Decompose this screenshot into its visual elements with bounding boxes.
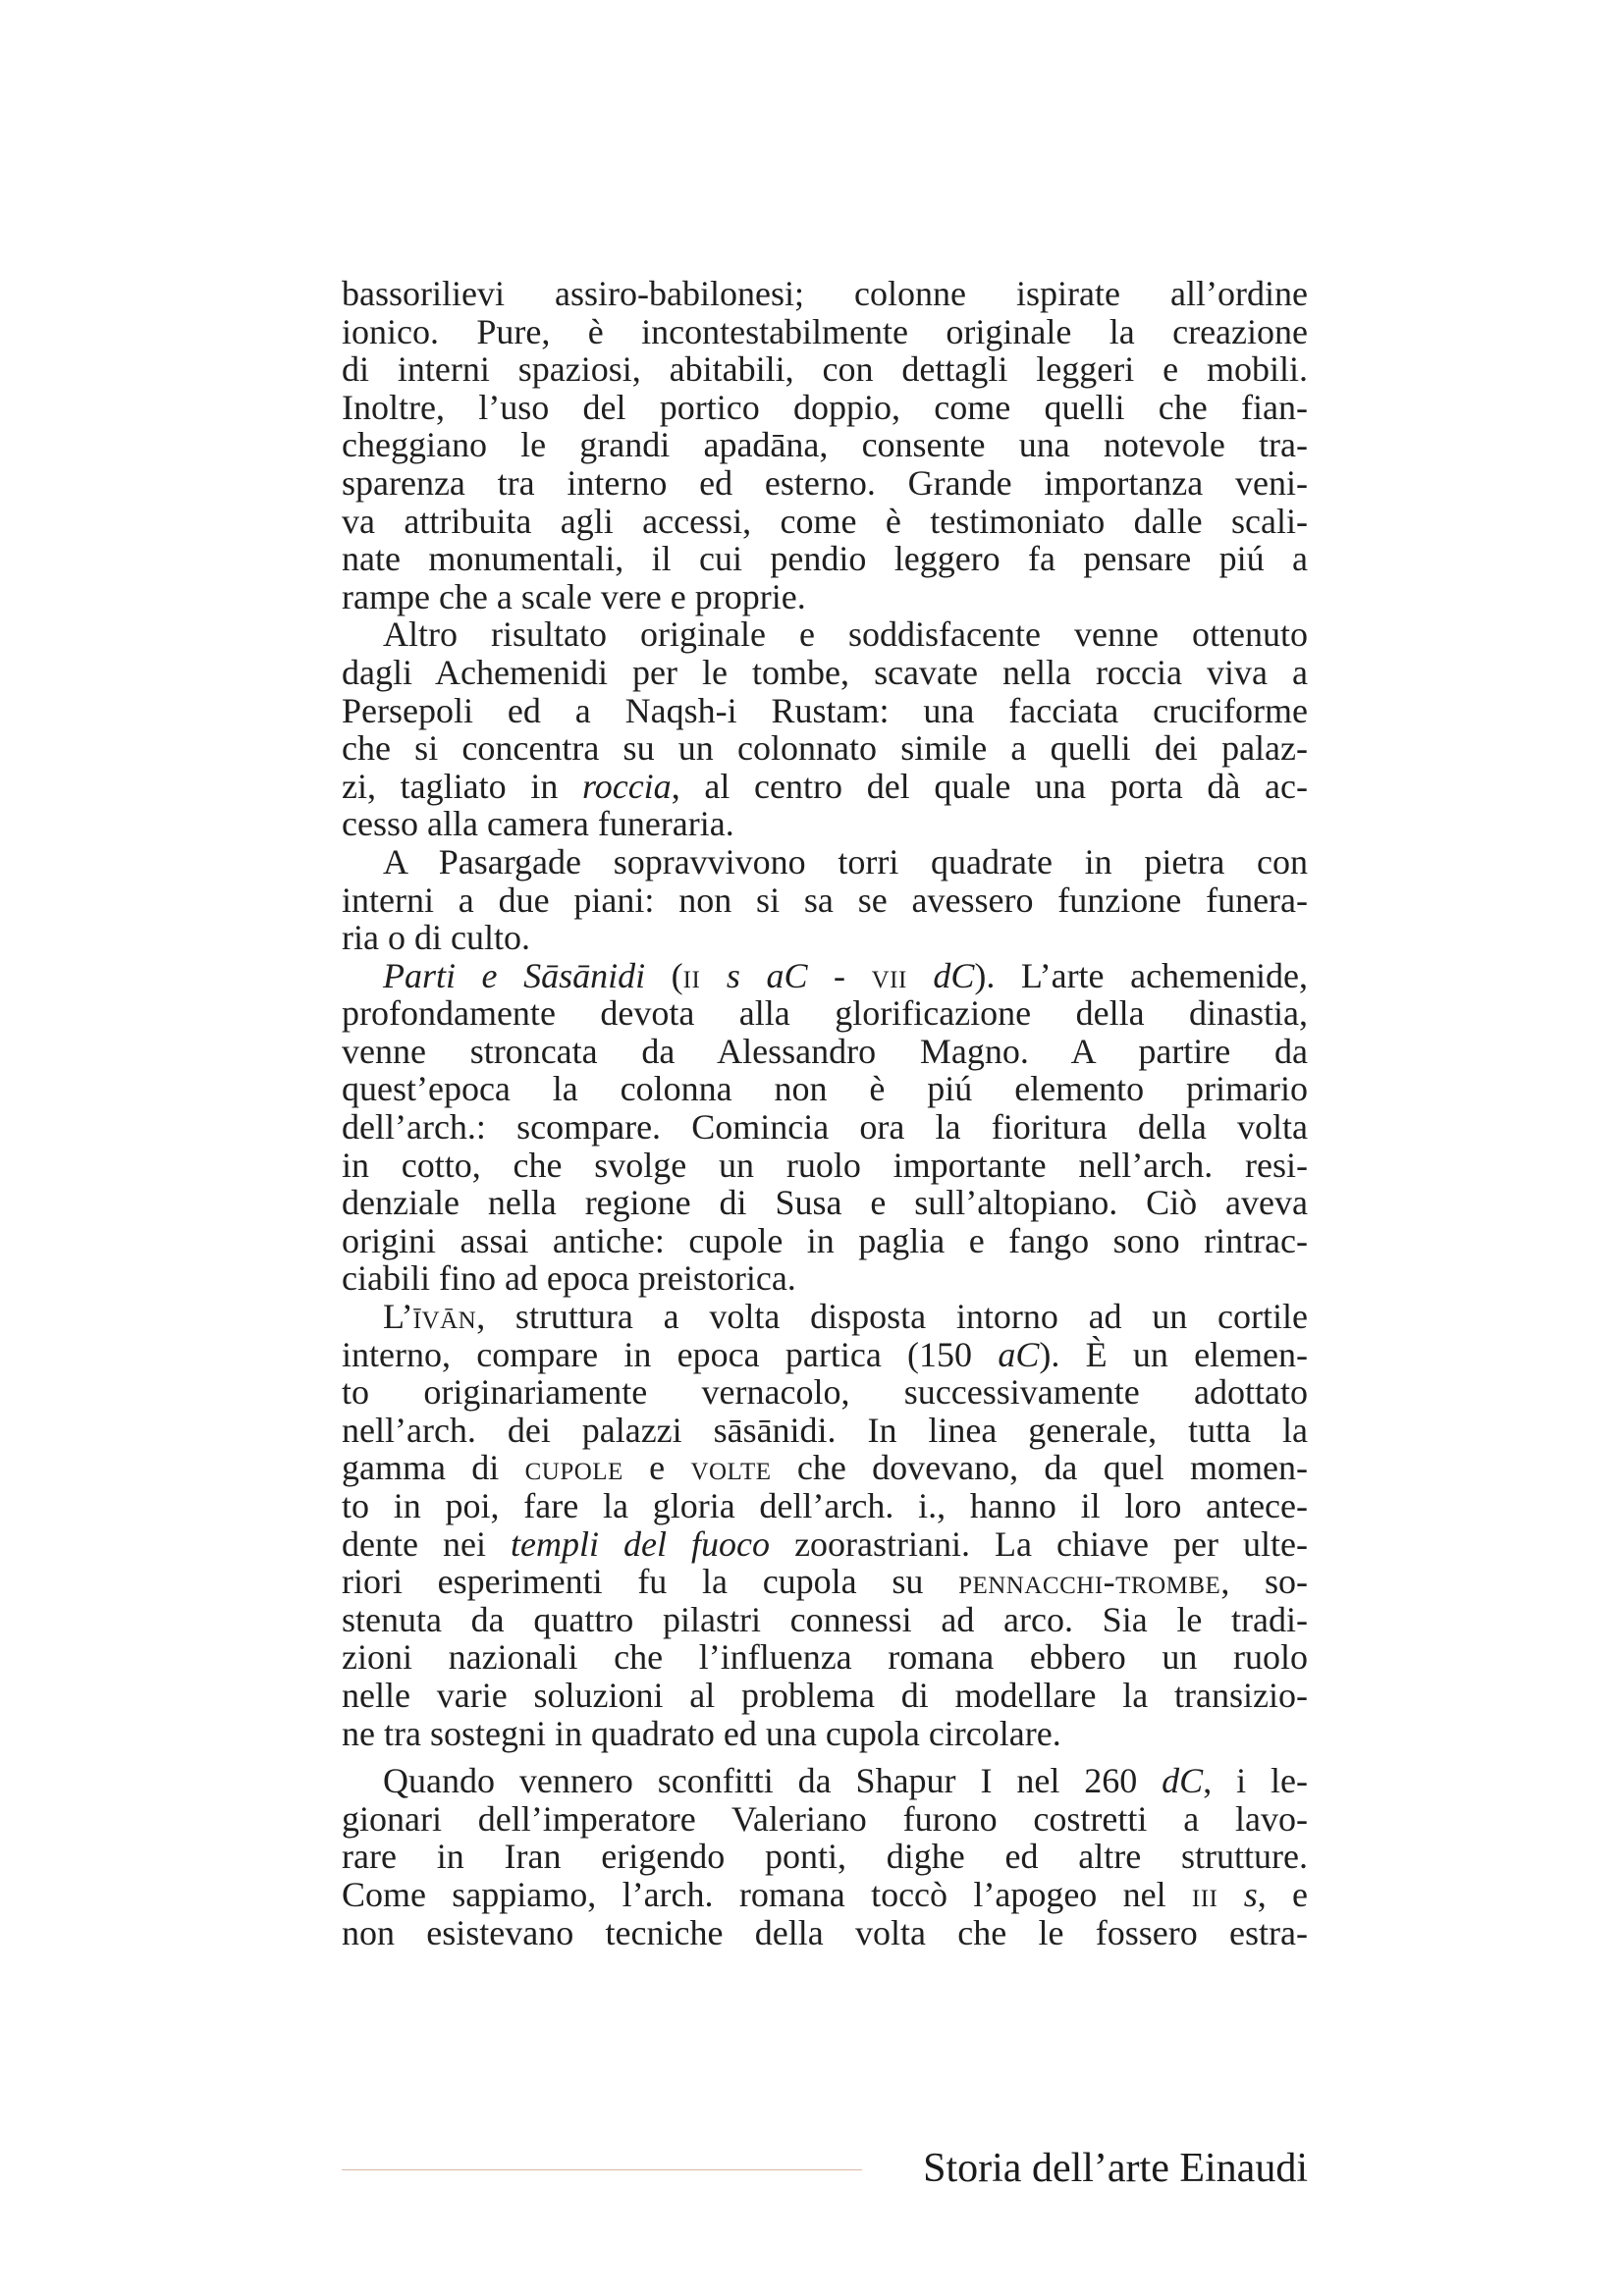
- paragraph: [342, 275, 1308, 615]
- text-line: [342, 1336, 1308, 1374]
- text-line: origini assai antiche: cupole in paglia e fango sono rintrac-: [342, 1220, 1308, 1260]
- text-run: zoorastriani. La chiave per ulte-: [770, 1523, 1308, 1564]
- era-mark: dC: [933, 955, 975, 995]
- cross-reference: īvān: [412, 1297, 477, 1337]
- text-line: va attribuita agli accessi, come è testimoniato dalle scali-: [342, 501, 1308, 541]
- text-run: che dovevano, da quel momen-: [771, 1448, 1308, 1488]
- text-line: non esistevano tecniche della volta che le fossero estra-: [342, 1912, 1308, 1952]
- text-line: di interni spaziosi, abitabili, con dettagli leggeri e mobili.: [342, 349, 1308, 390]
- era-mark: aC: [998, 1334, 1040, 1374]
- century-numeral: iii: [1191, 1874, 1218, 1914]
- page-body: [342, 275, 1308, 1951]
- paragraph: [342, 1298, 1308, 1752]
- text-line: ionico. Pure, è incontestabilmente originale la creazione: [342, 311, 1308, 351]
- text-line: ria o di culto.: [342, 918, 530, 958]
- text-line: [342, 1525, 1308, 1564]
- text-run: zi, tagliato in: [342, 766, 583, 806]
- text-run: , so-: [1220, 1562, 1309, 1602]
- cross-reference: volte: [690, 1448, 772, 1488]
- text-line: Inoltre, l’uso del portico doppio, come quelli che fian-: [342, 387, 1308, 427]
- text-line: bassorilievi assiro-babilonesi; colonne ispirate all’ordine: [342, 274, 1308, 313]
- text-line: gionari dell’imperatore Valeriano furono costretti a lavo-: [342, 1798, 1308, 1839]
- text-line: denziale nella regione di Susa e sull’altopiano. Ciò aveva: [342, 1183, 1308, 1223]
- text-line: cheggiano le grandi apadāna, consente una notevole tra-: [342, 425, 1308, 465]
- text-line: nelle varie soluzioni al problema di modellare la transizio-: [342, 1675, 1308, 1715]
- text-line: venne stroncata da Alessandro Magno. A partire da: [342, 1031, 1308, 1071]
- text-line: A Pasargade sopravvivono torri quadrate in pietra con: [383, 841, 1308, 881]
- paragraph: [342, 843, 1308, 957]
- text-line: dagli Achemenidi per le tombe, scavate nella roccia viva a: [342, 652, 1308, 692]
- text-line: ciabili fino ad epoca preistorica.: [342, 1258, 796, 1299]
- text-run: Come sappiamo, l’arch. romana toccò l’apogeo nel: [342, 1874, 1192, 1914]
- text-line: to in poi, fare la gloria dell’arch. i., hanno il loro antece-: [342, 1486, 1308, 1525]
- text-line: [342, 1449, 1308, 1487]
- text-line: cesso alla camera funeraria.: [342, 804, 734, 844]
- century-mark: s: [1243, 1874, 1258, 1914]
- text-run: Quando vennero sconfitti da Shapur I nel 260: [383, 1761, 1163, 1801]
- text-run: [1217, 1875, 1243, 1914]
- text-line: [342, 768, 1308, 806]
- text-line: dell’arch.: scompare. Comincia ora la fioritura della volta: [342, 1107, 1308, 1148]
- text-line: zioni nazionali che l’influenza romana ebbero un ruolo: [342, 1637, 1308, 1678]
- text-run: -: [807, 955, 872, 995]
- century-numeral: vii: [871, 955, 907, 995]
- paragraph: [342, 615, 1308, 843]
- text-line: rampe che a scale vere e proprie.: [342, 576, 806, 616]
- text-run: , struttura a volta disposta intorno ad un cortile: [476, 1297, 1308, 1337]
- cross-reference: cupole: [524, 1448, 623, 1488]
- text-run: (: [645, 955, 683, 995]
- text-line: che si concentra su un colonnato simile a quelli dei palaz-: [342, 728, 1308, 769]
- text-line: to originariamente vernacolo, successivamente adottato: [342, 1372, 1308, 1413]
- text-run: interno, compare in epoca partica (150: [342, 1334, 999, 1374]
- cross-reference: pennacchi-trombe: [958, 1562, 1221, 1602]
- text-run: ). L’arte achemenide,: [974, 955, 1308, 995]
- century-numeral: ii: [682, 955, 701, 995]
- text-line: [342, 1762, 1308, 1800]
- text-line: [342, 1876, 1308, 1914]
- footer-rule: [342, 2169, 862, 2170]
- text-run: e: [622, 1448, 691, 1488]
- text-line: nell’arch. dei palazzi sāsānidi. In linea generale, tutta la: [342, 1410, 1308, 1450]
- text-run: riori esperimenti fu la cupola su: [342, 1562, 959, 1602]
- text-line: in cotto, che svolge un ruolo importante nell’arch. resi-: [342, 1145, 1308, 1185]
- text-run: dente nei: [342, 1523, 512, 1564]
- text-line: profondamente devota alla glorificazione della dinastia,: [342, 993, 1308, 1034]
- text-line: stenuta da quattro pilastri connessi ad arco. Sia le tradi-: [342, 1599, 1308, 1639]
- text-line: nate monumentali, il cui pendio leggero fa pensare piú a: [342, 539, 1308, 579]
- century-mark: s: [726, 955, 740, 995]
- text-line: [342, 1298, 1308, 1336]
- text-line: ne tra sostegni in quadrato ed una cupola circolare.: [342, 1713, 1061, 1753]
- era-mark: aC: [766, 955, 808, 995]
- italic-term: roccia: [582, 766, 672, 806]
- footer-title: Storia dell’arte Einaudi: [923, 2146, 1308, 2191]
- paragraph: [342, 1762, 1308, 1951]
- text-run: L’: [383, 1297, 413, 1337]
- text-line: Altro risultato originale e soddisfacente venne ottenuto: [383, 614, 1308, 655]
- text-run: , al centro del quale una porta dà ac-: [671, 766, 1308, 806]
- era-mark: dC: [1162, 1761, 1204, 1801]
- section-heading-line: [342, 957, 1308, 995]
- text-line: interni a due piani: non si sa se avessero funzione funera-: [342, 880, 1308, 920]
- text-line: [342, 1563, 1308, 1601]
- text-run: , e: [1257, 1874, 1309, 1914]
- text-line: sparenza tra interno ed esterno. Grande importanza veni-: [342, 462, 1308, 503]
- text-line: quest’epoca la colonna non è piú elemento primario: [342, 1069, 1308, 1109]
- text-run: , i le-: [1203, 1761, 1308, 1801]
- italic-term: templi del fuoco: [511, 1523, 771, 1564]
- text-line: rare in Iran erigendo ponti, dighe ed altre strutture.: [342, 1837, 1308, 1877]
- text-run: gamma di: [342, 1448, 525, 1488]
- section-heading: Parti e Sāsānidi: [383, 955, 646, 995]
- text-run: ). È un elemen-: [1039, 1334, 1309, 1374]
- text-line: Persepoli ed a Naqsh-i Rustam: una facciata cruciforme: [342, 690, 1308, 730]
- paragraph: [342, 957, 1308, 1298]
